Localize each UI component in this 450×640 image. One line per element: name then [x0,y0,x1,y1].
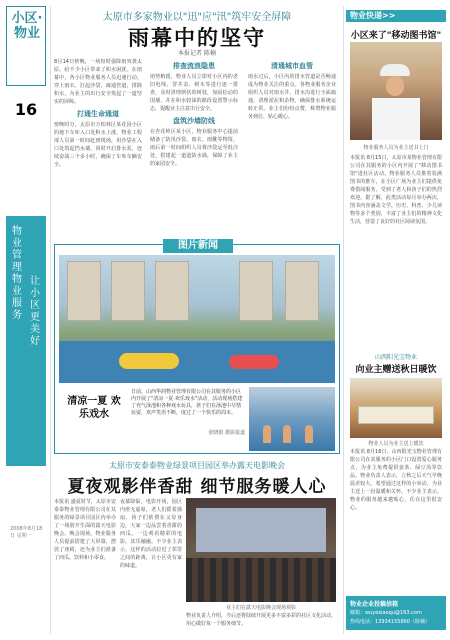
photo-feature-title: 清凉一夏 欢乐戏水 [67,396,121,420]
building-shape [155,261,189,321]
story1-headline: 雨幕中的坚守 [128,25,266,50]
left-column [6,6,46,634]
main-area [54,6,340,634]
right-story2-kicker: 山西阳光宝物业 [374,354,417,361]
column-divider [343,6,344,634]
story2-column-1: 本报讯 盛夏时节，太原市安泰泰物业管理有限公司在其服务的绿景项目园区内举办了一场别开生面的露天电影晚会。晚会现场，物业服务人员提前搭建了大屏幕，摆放了座椅，还为业主们准备了西瓜、饮料和小零食。 [54,499,116,561]
kids-pool-photo [249,387,335,451]
news-express-header: 物业快递>> [346,10,446,22]
contact-phone: 热线电话：13934155860（陈楠） [350,619,430,625]
story1-subhead: 盘筑沙墙防线 [173,117,215,125]
story1-kicker: 太原市多家物业以"迅"应"汛"筑牢安全屏障 [102,12,292,23]
story1-column-2 [150,58,238,168]
section-badge [6,6,46,86]
right-story2-text: 本报讯 8月16日，山西阳光宝物业管理有限公司在其服务的小区门口设置爱心服务点，为业主免费提供姜茶、绿豆汤等饮品。物业负责人表示，立秋之后天气早晚温差较大，希望通过这样的小举动，为业主送上一份温暖和关怀。不少业主表示，物业的服务越来越贴心，住在这里很安心。 [350,449,442,511]
banner-text-a: 物业管理 物业服务 [12,226,22,321]
story1-subhead: 打通生命通道 [77,110,119,118]
drinks-photo [350,378,442,438]
story1-column-3 [248,58,336,121]
table-shape [358,406,434,424]
kid-figure [305,425,313,443]
story1-paragraph: 雨势稍缓，物业人员立即对小区内的老旧电线、窨井盖、树木等进行逐一排查，及时清理倒伏的树枝，加固松动的围墙，并在积水较深的路段设置警示标志，提醒业主注意出行安全。 [150,74,238,112]
photo-feature-caption: 日前，山西华润物业管理有限公司在其服务的小区内开展了"清凉一夏·欢乐戏水"活动，活动现场搭建了充气泳池和各种戏水玩具，孩子们在泳池中尽情玩耍，欢声笑语不断，度过了一个快乐的周末。 [131,389,243,416]
building-shape [285,261,319,321]
library-photo [350,42,442,140]
story1-paragraph: 在杏花岭区某小区，物业服务中心提前储备了防汛沙袋、雨衣、雨靴等物资，雨后第一时间组织人员将沙袋运至低洼处，搭建起一道道防水墙，保障了业主的家园安全。 [150,129,238,167]
section-banner [6,216,46,466]
photo-news-tag: 图片新闻 [163,239,233,253]
story1-subhead: 排查流浪隐患 [173,62,215,70]
movie-night-caption: 业主们在露天电影晚会现场观影 [225,605,296,611]
float-toy [119,353,179,369]
pool-party-photo [59,255,335,383]
story1-paragraph: 傍晚时分，太原市万柏林区某花园小区的地下车库入口处积水上涨，物业工程部人员第一时间赶到现场，用沙袋在入口处筑起挡水墙，同时开启排水泵，连续奋战三个多小时，确保了车库车辆安全。 [54,122,142,168]
right-story1-title: 小区来了"移动图书馆" [350,31,442,41]
hat-shape [380,64,410,76]
building-shape [111,261,145,321]
right-story1-text: 本报讯 8月15日，太原市某物业管理有限公司在其服务的小区内开展了"移动图书馆"进社区活动。物业服务人员推着装满图书的推车，在小区广场为业主们提供免费借阅服务，受到了老人和孩子们的热烈欢迎。据了解，此类活动每月举办两次，图书内容涵盖文学、历史、科普、少儿读物等多个类别，丰富了业主们的精神文化生活，营造了良好的社区阅读氛围。 [350,155,442,225]
drinks-photo-caption: 物业人员为业主送上暖饮 [368,441,424,447]
library-photo-caption: 物业服务人员为业主送书上门 [363,145,429,151]
page-number: 16 [14,100,38,119]
story2-kicker: 太原市安泰泰物业绿景项目园区举办露天电影晚会 [109,461,285,470]
contact-email[interactable]: 邮箱：wuyexiaoqu@163.com [350,610,422,616]
building-shape [239,261,273,321]
right-column [346,6,446,634]
story1-paragraph: 雨水过后，小区内的排水管道是否畅通成为物业关注的重点。各物业服务企业组织人员对雨水井、排水沟进行全面疏通，清理淤泥和杂物，确保排水系统运转正常。业主们纷纷点赞，称赞物业服务到位、贴心暖心。 [248,74,336,120]
movie-night-photo [186,498,336,602]
story2-column-3: 物业负责人介绍，今后还将陆续开展更多丰富多彩的社区文化活动，用心做好每一个服务细节。 [186,613,337,627]
photo-feature-credit: 张晓娟 摄影报道 [208,430,245,436]
story1-subhead: 清通城市血管 [271,62,313,70]
contact-box [346,596,446,630]
edition-date: 2008年8月18日 星期一 [10,526,43,539]
crowd-shape [186,558,336,602]
screen-shape [196,508,326,552]
story1-column-1 [54,58,142,169]
banner-text-b: 让小区更美好 [30,276,40,347]
kid-figure [283,425,291,443]
contact-title: 物业企业投稿信箱 [350,601,399,608]
building-shape [67,261,101,321]
pool-shape [59,341,335,383]
section-name: 小区·物业 [11,11,43,41]
story1-byline: 本报记者 陈楠 [178,50,216,57]
float-toy [229,355,279,369]
story1-body [54,58,340,240]
story2-headline: 夏夜观影伴香甜 细节服务暖人心 [67,477,327,497]
kid-figure [263,425,271,443]
body-shape [372,98,420,140]
story2-column-2: 夜幕降临，电影开场，园区内座无虚席，老人们摇着蒲扇，孩子们依偎在父母身边，大家一边品尝着香甜的西瓜，一边观看精彩的电影，其乐融融。不少业主表示，这样的活动拉近了邻里之间的距离，让小区更有家的味道。 [120,499,182,569]
right-story2-title: 向业主赠送秋日暖饮 [355,365,437,375]
column-divider [50,6,51,634]
photo-feature [54,240,340,454]
story1-paragraph: 8月14日傍晚，一场短时强降雨突袭太原，给不少小区带来了积水困扰。在雨幕中，各小区物业服务人员迅速行动，穿上雨衣、扛起沙袋，疏通管道，排除积水，为业主的出行安全筑起了一道坚实的屏障。 [54,59,142,105]
story2-body [54,498,340,628]
face-shape [386,76,404,96]
